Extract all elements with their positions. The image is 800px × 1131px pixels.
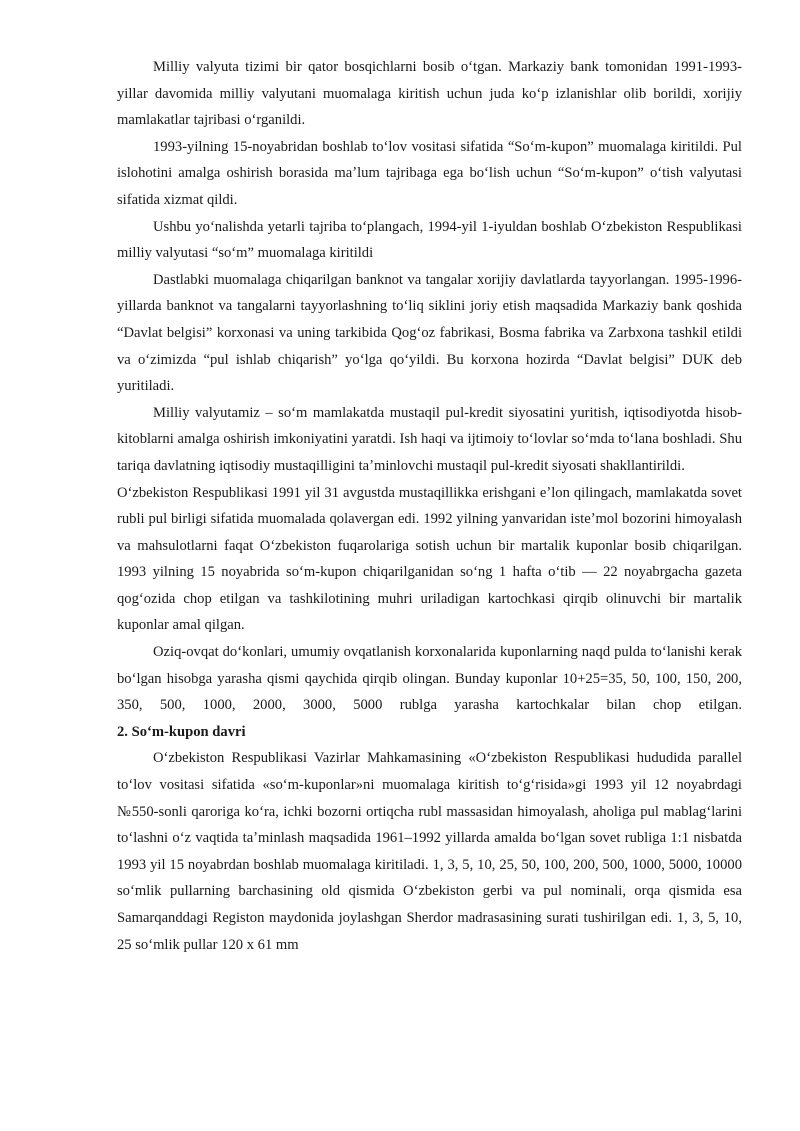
paragraph-milliy-valyuta-tizimi: Milliy valyuta tizimi bir qator bosqichlarni bosib oʻtgan. Markaziy bank tomonidan 1991-1993-yillar davomida milliy valyutani muomalaga kiritish uchun juda koʻp izlanishlar olib borildi, xorijiy mamlakatlar tajribasi oʻrganildi.	[117, 59, 742, 129]
section-heading: 2. Soʻm-kupon davri	[117, 723, 246, 740]
paragraph-som-1994: Ushbu yoʻnalishda yetarli tajriba toʻplangach, 1994-yil 1-iyuldan boshlab Oʻzbekiston Respublikasi milliy valyutasi “soʻm” muomalaga kiritildi	[117, 218, 742, 262]
paragraph-milliy-valyutamiz: Milliy valyutamiz – soʻm mamlakatda mustaqil pul-kredit siyosatini yuritish, iqtisodiyotda hisob-kitoblarni amalga oshirish imkoniyatini yaratdi. Ish haqi va ijtimoiy toʻlovlar soʻmda toʻlana boshladi. Shu tariqa davlatning iqtisodiy mustaqilligini taʼminlovchi mustaqil pul-kredit siyosati shakllantirildi.	[117, 404, 742, 474]
paragraph-mustaqillik-kuponlar: Oʻzbekiston Respublikasi 1991 yil 31 avgustda mustaqillikka erishgani eʼlon qilingach, mamlakatda sovet rubli pul birligi sifatida muomalada qolavergan edi. 1992 yilning yanvaridan isteʼmol bozorini himoyalash va mahsulotlarni faqat Oʻzbekiston fuqarolariga sotish uchun bir martalik kuponlar bosib chiqarilgan. 1993 yilning 15 noyabrida soʻm-kupon chiqarilganidan soʻng 1 hafta oʻtib — 22 noyabrgacha gazeta qogʻozida chop etilgan va tashkilotining muhri uriladigan kartochkasi qirqib olinuvchi bir martalik kuponlar amal qilgan.	[117, 484, 742, 634]
paragraph-davlat-belgisi: Dastlabki muomalaga chiqarilgan banknot va tangalar xorijiy davlatlarda tayyorlangan. 1995-1996-yillarda banknot va tangalarni tayyorlashning toʻliq siklini joriy etish maqsadida Markaziy bank qoshida “Davlat belgisi” korxonasi va uning tarkibida Qogʻoz fabrikasi, Bosma fabrika va Zarbxona tashkil etildi va oʻzimizda “pul ishlab chiqarish” yoʻlga qoʻyildi. Bu korxona hozirda “Davlat belgisi” DUK deb yuritiladi.	[117, 271, 742, 395]
paragraph-som-kupon-1993: 1993-yilning 15-noyabridan boshlab toʻlov vositasi sifatida “Soʻm-kupon” muomalaga kiritildi. Pul islohotini amalga oshirish borasida maʼlum tajribaga ega boʻlish uchun “Soʻm-kupon” oʻtish valyutasi sifatida xizmat qildi.	[117, 138, 742, 208]
document-page	[117, 54, 742, 958]
paragraph-oziq-ovqat-kuponlar: Oziq-ovqat doʻkonlari, umumiy ovqatlanish korxonalarida kuponlarning naqd pulda toʻlanishi kerak boʻlgan hisobga yarasha qismi qaychida qirqib olingan. Bunday kuponlar 10+25=35, 50, 100, 150, 200, 350, 500, 1000, 2000, 3000, 5000 rublga yarasha kartochkalar bilan chop etilgan.	[117, 644, 742, 714]
paragraph-vazirlar-mahkamasi: Oʻzbekiston Respublikasi Vazirlar Mahkamasining «Oʻzbekiston Respublikasi hududida parallel toʻlov vositasi sifatida «soʻm-kuponlar»ni muomalaga kiritish toʻgʻrisida»gi 1993 yil 12 noyabrdagi №550-sonli qaroriga koʻra, ichki bozorni ortiqcha rubl massasidan himoyalash, aholiga pul mablagʻlarini toʻlashni oʻz vaqtida taʼminlash maqsadida 1961–1992 yillarda amalda boʻlgan sovet rubliga 1:1 nisbatda 1993 yil 15 noyabrdan boshlab muomalaga kiritiladi. 1, 3, 5, 10, 25, 50, 100, 200, 500, 1000, 5000, 10000 soʻmlik pullarning barchasining old qismida Oʻzbekiston gerbi va pul nominali, orqa qismida esa Samarqanddagi Registon maydonida joylashgan Sherdor madrasasining surati tushirilgan edi. 1, 3, 5, 10, 25 soʻmlik pullar 120 x 61 mm	[117, 750, 742, 953]
